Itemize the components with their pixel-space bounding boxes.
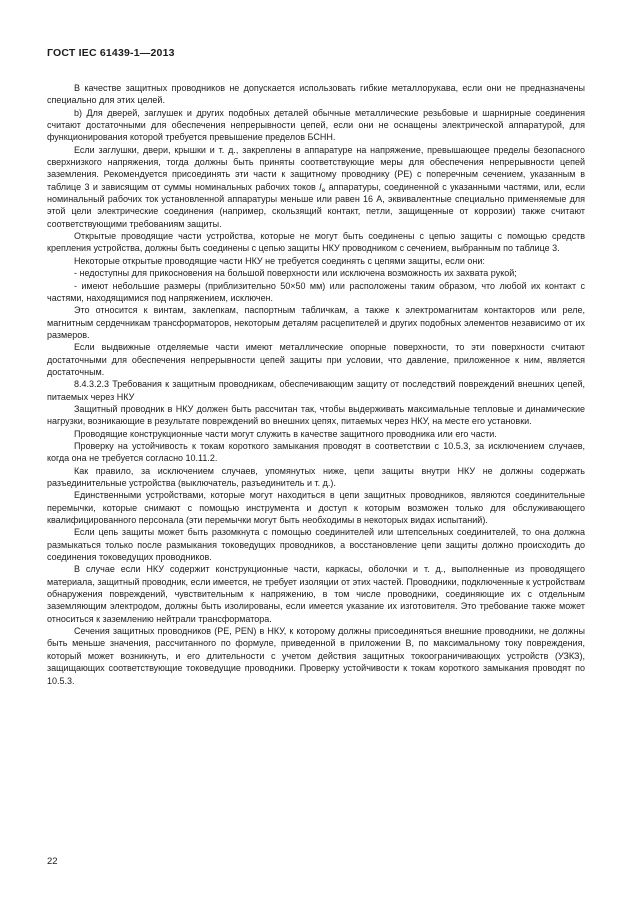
current-symbol: I: [319, 181, 322, 192]
paragraph-text: аппаратуры, соединенной с указанными частями, или, если номинальный рабочих ток установленной аппаратуры меньше или равен 16 А, эквивалентные специально применяемые для этой цели электрические соединения (например, скользящий контакт, петли, защищенные от коррозии) также считают соответствующими требованиям защиты.: [47, 181, 585, 229]
paragraph: Некоторые открытые проводящие части НКУ не требуется соединять с цепями защиты, если они:: [74, 255, 485, 266]
list-item: - недоступны для прикосновения на большой поверхности или исключена возможность их захвата рукой;: [74, 268, 517, 279]
paragraph-text: Если заглушки, двери, крышки и т. д., закреплены в аппаратуре на напряжение, превышающее пределы безопасного сверхнизкого напряжения, тогда должны быть приняты соответствующие меры для обеспечения непрерывности цепей заземления. Рекомендуется присоединять эти части к защитному проводнику (PE) с поперечным сечением, указанным в таблице 3 и зависящим от суммы номинальных рабочих токов: [47, 144, 585, 192]
paragraph: Это относится к винтам, заклепкам, паспортным табличкам, а также к электромагнитам контакторов или реле, магнитным сердечникам трансформаторов, некоторым деталям расцепителей и других подобных элементов независимо от их размеров.: [47, 305, 585, 340]
document-header: ГОСТ IEC 61439-1—2013: [47, 47, 175, 59]
paragraph: Проводящие конструкционные части могут служить в качестве защитного проводника или его части.: [74, 428, 497, 439]
paragraph: Если цепь защиты может быть разомкнута с помощью соединителей или штепсельных соединителей, то она должна размыкаться только после размыкания токоведущих проводников, а восстановление цепи защиты должно происходить до соединения токоведущих проводников.: [47, 527, 585, 563]
list-item: - имеют небольшие размеры (приблизительно 50×50 мм) или расположены таким образом, что любой их контакт с частями, находящимися под напряжением, исключен.: [47, 280, 585, 303]
paragraph: Открытые проводящие части устройства, которые не могут быть соединены с цепью защиты с помощью средств крепления устройства, должны быть соединены с цепью защиты НКУ проводником с сечением, выбранным по таблице 3.: [47, 231, 585, 254]
current-symbol-subscript: e: [321, 186, 326, 194]
paragraph: [47, 144, 585, 230]
paragraph: Проверку на устойчивость к токам короткого замыкания проводят в соответствии с 10.5.3, за исключением случаев, когда она не требуется согласно 10.11.2.: [47, 440, 585, 464]
paragraph: Если выдвижные отделяемые части имеют металлические опорные поверхности, то эти поверхности считают достаточными для обеспечения непрерывности цепей защиты при условии, что давление, приложенное к ним, является достаточным.: [47, 342, 585, 377]
paragraph: В качестве защитных проводников не допускается использовать гибкие металлорукава, если они не предназначены специально для этих целей.: [47, 83, 585, 106]
page-number: 22: [47, 856, 58, 867]
paragraph: Защитный проводник в НКУ должен быть рассчитан так, чтобы выдерживать максимальные тепловые и динамические нагрузки, возникающие в результате повреждений во внешних цепях, питаемых через НКУ, на месте его установки.: [47, 403, 585, 427]
paragraph: В случае если НКУ содержит конструкционные части, каркасы, оболочки и т. д., выполненные из проводящего материала, защитный проводник, если имеется, не требует изоляции от этих частей. Проводники, подключенные к устройствам обнаружения повреждений, чувствительным к напряжению, в том числе проводники, соединяющие их с отдельным заземляющим электродом, должны быть изолированы, если имеется указание их изготовителя. Это требование также может относиться к заземлению нейтрали трансформатора.: [47, 564, 585, 624]
paragraph: Сечения защитных проводников (PE, PEN) в НКУ, к которому должны присоединяться внешние проводники, не должны быть меньше значения, рассчитанного по формуле, приведенной в приложении В, по максимальному току повреждения, который может возникнуть, и его длительности с учетом действия защитных токоограничивающих устройств (УЗКЗ), защищающих соответствующие токоведущие проводники. Проверку устойчивости к токам короткого замыкания проводят по 10.5.3.: [47, 626, 585, 686]
paragraph: b) Для дверей, заглушек и других подобных деталей обычные металлические резьбовые и шарнирные соединения считают достаточными для обеспечения непрерывности цепей, если они не оснащены электрической аппаратурой, для функционирования которой требуется превышение пределов БСНН.: [47, 107, 585, 143]
section-heading: 8.4.3.2.3 Требования к защитным проводникам, обеспечивающим защиту от последствий повреждений внешних цепей, питаемых через НКУ: [47, 379, 585, 402]
paragraph: Как правило, за исключением случаев, упомянутых ниже, цепи защиты внутри НКУ не должны содержать разъединительные устройства (выключатель, разъединитель и т. д.).: [47, 465, 585, 488]
paragraph: Единственными устройствами, которые могут находиться в цепи защитных проводников, являются соединительные перемычки, которые снимают с помощью инструмента и доступ к которым возможен только для обслуживающего квалифицированного персонала (эти перемычки могут быть необходимы в некоторых видах испытаний).: [47, 490, 585, 526]
document-body: [47, 82, 585, 687]
